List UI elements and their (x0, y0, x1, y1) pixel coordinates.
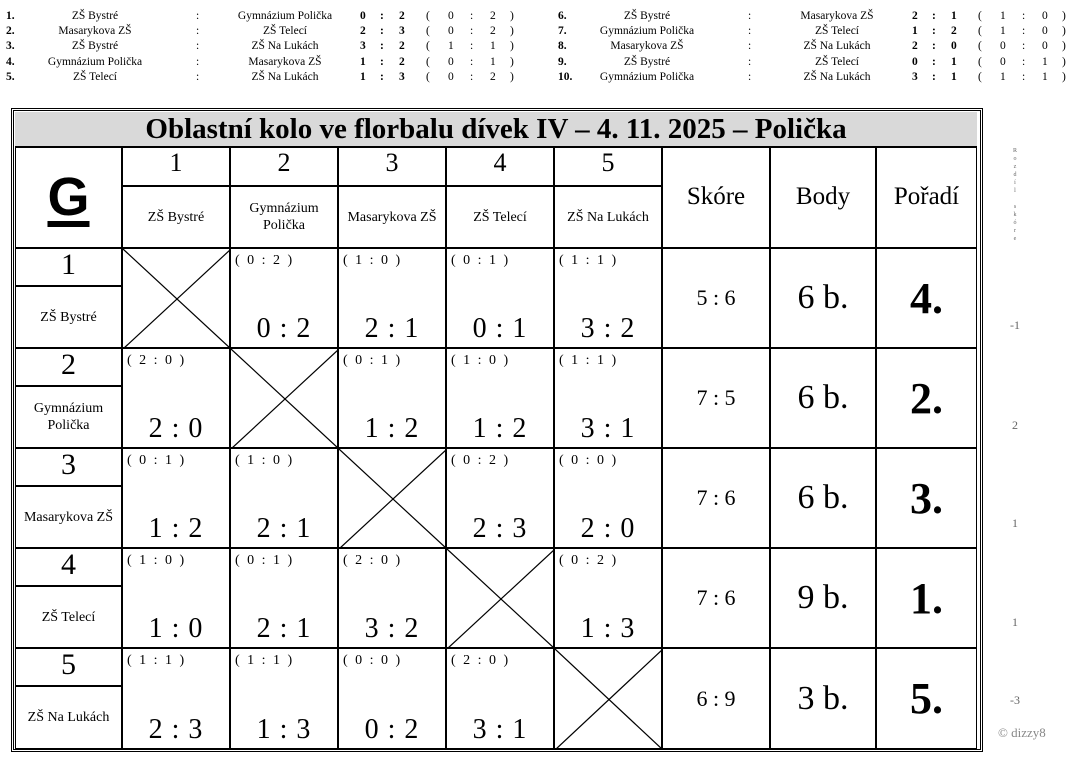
column-team-name: ZŠ Telecí (446, 186, 554, 248)
match-number: 6. (558, 10, 567, 22)
halftime-close-paren: ) (1062, 70, 1066, 83)
final-score: 0 : 1 (472, 313, 528, 344)
diff-header-char: s (1013, 204, 1017, 210)
column-team-name: ZŠ Na Lukách (554, 186, 662, 248)
result-cell (122, 248, 230, 348)
team-points: 6 b. (770, 248, 876, 348)
match-number: 9. (558, 55, 567, 68)
halftime-colon: : (470, 25, 474, 38)
match-separator: : (196, 10, 200, 22)
halftime-score: ( 2 : 0 ) (451, 653, 511, 668)
match-score-home: 0 (360, 10, 366, 22)
empty-cell-cross (447, 549, 555, 649)
row-number: 3 (15, 448, 122, 486)
halftime-score: ( 0 : 1 ) (127, 453, 187, 468)
match-away-team: Masarykova ZŠ (800, 10, 874, 22)
match-separator: : (196, 70, 200, 83)
result-cell (554, 448, 662, 548)
match-row (558, 24, 1080, 39)
team-points: 6 b. (770, 448, 876, 548)
diff-header-char: z (1013, 164, 1017, 170)
halftime-score-away: 1 (490, 40, 496, 53)
match-away-team: ZŠ Na Lukách (803, 70, 871, 83)
halftime-score-away: 0 (1042, 10, 1048, 22)
halftime-open-paren: ( (426, 10, 430, 22)
match-score-home: 2 (360, 25, 366, 38)
row-number: 4 (15, 548, 122, 586)
halftime-score: ( 2 : 0 ) (127, 353, 187, 368)
match-away-team: Gymnázium Polička (237, 10, 333, 22)
match-score-colon: : (380, 10, 384, 22)
halftime-colon: : (1022, 25, 1026, 38)
result-cell (230, 548, 338, 648)
match-score-away: 3 (399, 25, 405, 38)
match-home-team: Gymnázium Polička (599, 25, 695, 38)
match-row (558, 70, 1080, 85)
row-number: 2 (15, 348, 122, 386)
row-number: 5 (15, 648, 122, 686)
team-rank: 5. (876, 648, 977, 749)
match-score-home: 3 (912, 70, 918, 83)
match-number: 8. (558, 40, 567, 53)
diff-header-char: R (1012, 148, 1017, 154)
halftime-close-paren: ) (1062, 55, 1066, 68)
halftime-open-paren: ( (426, 40, 430, 53)
match-separator: : (748, 55, 752, 68)
match-number: 7. (558, 25, 567, 38)
match-separator: : (748, 40, 752, 53)
team-score: 6 : 9 (662, 648, 770, 749)
match-score-away: 1 (951, 10, 957, 22)
match-score-colon: : (380, 40, 384, 53)
match-number: 3. (6, 40, 15, 53)
match-home-team: Masarykova ZŠ (610, 40, 684, 53)
column-team-name: Gymnázium Polička (230, 186, 338, 248)
final-score: 0 : 2 (364, 714, 420, 745)
final-score: 2 : 1 (256, 513, 312, 544)
match-score-colon: : (380, 55, 384, 68)
halftime-score: ( 0 : 1 ) (343, 353, 403, 368)
halftime-score-away: 0 (1042, 25, 1048, 38)
match-separator: : (196, 40, 200, 53)
team-score: 7 : 5 (662, 348, 770, 448)
match-away-team: ZŠ Na Lukách (251, 40, 319, 53)
diff-header-char: o (1013, 156, 1017, 162)
halftime-score: ( 0 : 0 ) (343, 653, 403, 668)
empty-cell-cross (555, 649, 663, 750)
match-row (558, 39, 1080, 54)
halftime-score-home: 1 (448, 40, 454, 53)
row-team-name: ZŠ Telecí (15, 586, 122, 648)
match-away-team: ZŠ Telecí (262, 25, 307, 38)
diff-header-char: d (1013, 172, 1017, 178)
match-separator: : (196, 25, 200, 38)
result-cell (122, 548, 230, 648)
result-cell (446, 548, 554, 648)
score-difference-value: -1 (1010, 318, 1020, 332)
team-rank: 3. (876, 448, 977, 548)
match-home-team: ZŠ Bystré (623, 55, 671, 68)
halftime-score: ( 0 : 2 ) (451, 453, 511, 468)
match-score-home: 0 (912, 55, 918, 68)
final-score: 2 : 0 (580, 513, 636, 544)
match-number: 2. (6, 25, 15, 38)
result-cell (122, 648, 230, 749)
match-score-away: 0 (951, 40, 957, 53)
match-home-team: Masarykova ZŠ (58, 25, 132, 38)
match-row (6, 24, 546, 39)
halftime-open-paren: ( (426, 25, 430, 38)
halftime-colon: : (470, 55, 474, 68)
halftime-score-home: 1 (1000, 70, 1006, 83)
match-number: 5. (6, 70, 15, 83)
final-score: 2 : 1 (364, 313, 420, 344)
halftime-close-paren: ) (510, 70, 514, 83)
match-row (558, 9, 1080, 24)
score-difference-value: 1 (1012, 615, 1018, 629)
halftime-score-home: 0 (448, 55, 454, 68)
match-score-colon: : (380, 25, 384, 38)
match-away-team: ZŠ Na Lukách (803, 40, 871, 53)
result-cell (554, 348, 662, 448)
match-home-team: Gymnázium Polička (599, 70, 695, 83)
halftime-open-paren: ( (978, 70, 982, 83)
final-score: 2 : 3 (472, 513, 528, 544)
column-number: 5 (554, 146, 662, 186)
match-away-team: Masarykova ZŠ (248, 55, 322, 68)
halftime-close-paren: ) (1062, 25, 1066, 38)
page-title: Oblastní kolo ve florbalu dívek IV – 4. 11. 2025 – Polička (15, 112, 977, 148)
points-header: Body (770, 146, 876, 248)
final-score: 1 : 3 (256, 714, 312, 745)
match-home-team: ZŠ Bystré (71, 10, 119, 22)
final-score: 2 : 0 (148, 413, 204, 444)
team-rank: 1. (876, 548, 977, 648)
match-row (558, 55, 1080, 70)
halftime-colon: : (470, 40, 474, 53)
row-team-name: ZŠ Bystré (15, 286, 122, 348)
halftime-score: ( 0 : 2 ) (559, 553, 619, 568)
halftime-score-away: 2 (490, 25, 496, 38)
final-score: 1 : 2 (472, 413, 528, 444)
result-cell (230, 648, 338, 749)
halftime-score-home: 0 (1000, 55, 1006, 68)
match-score-home: 1 (360, 70, 366, 83)
team-points: 3 b. (770, 648, 876, 749)
match-row (6, 39, 546, 54)
final-score: 1 : 2 (364, 413, 420, 444)
halftime-score: ( 1 : 0 ) (127, 553, 187, 568)
halftime-score-home: 1 (1000, 25, 1006, 38)
result-cell (338, 648, 446, 749)
halftime-score: ( 1 : 1 ) (559, 253, 619, 268)
match-score-colon: : (932, 40, 936, 53)
final-score: 0 : 2 (256, 313, 312, 344)
result-cell (338, 548, 446, 648)
halftime-score: ( 1 : 1 ) (559, 353, 619, 368)
team-rank: 2. (876, 348, 977, 448)
team-score: 7 : 6 (662, 548, 770, 648)
match-score-home: 3 (360, 40, 366, 53)
halftime-score-away: 1 (1042, 70, 1048, 83)
halftime-colon: : (1022, 40, 1026, 53)
halftime-score: ( 0 : 2 ) (235, 253, 295, 268)
match-number: 1. (6, 10, 15, 22)
halftime-score-home: 1 (1000, 10, 1006, 22)
result-cell (446, 248, 554, 348)
halftime-close-paren: ) (510, 55, 514, 68)
match-away-team: ZŠ Telecí (814, 25, 859, 38)
halftime-score: ( 1 : 0 ) (343, 253, 403, 268)
result-cell (446, 448, 554, 548)
match-score-colon: : (932, 55, 936, 68)
halftime-score-away: 0 (1042, 40, 1048, 53)
diff-header-char: í (1014, 180, 1016, 186)
halftime-score: ( 1 : 1 ) (127, 653, 187, 668)
match-home-team: ZŠ Telecí (72, 70, 117, 83)
column-number: 2 (230, 146, 338, 186)
match-home-team: ZŠ Bystré (71, 40, 119, 53)
match-score-colon: : (932, 70, 936, 83)
match-score-away: 3 (399, 70, 405, 83)
halftime-open-paren: ( (978, 40, 982, 53)
rank-header: Pořadí (876, 146, 977, 248)
halftime-score-home: 0 (448, 25, 454, 38)
match-score-home: 1 (360, 55, 366, 68)
match-score-away: 2 (399, 10, 405, 22)
diff-header-char (1011, 195, 1019, 203)
team-points: 6 b. (770, 348, 876, 448)
final-score: 2 : 3 (148, 714, 204, 745)
score-difference-value: 2 (1012, 418, 1018, 432)
halftime-open-paren: ( (426, 55, 430, 68)
halftime-score: ( 0 : 1 ) (451, 253, 511, 268)
halftime-score: ( 0 : 1 ) (235, 553, 295, 568)
result-cell (122, 348, 230, 448)
row-number: 1 (15, 248, 122, 286)
column-team-name: Masarykova ZŠ (338, 186, 446, 248)
match-home-team: Gymnázium Polička (47, 55, 143, 68)
halftime-colon: : (470, 10, 474, 22)
column-number: 4 (446, 146, 554, 186)
match-score-home: 2 (912, 10, 918, 22)
halftime-colon: : (1022, 10, 1026, 22)
halftime-score-away: 1 (1042, 55, 1048, 68)
row-team-name: Gymnázium Polička (15, 386, 122, 448)
column-number: 1 (122, 146, 230, 186)
match-score-away: 2 (951, 25, 957, 38)
halftime-open-paren: ( (426, 70, 430, 83)
match-score-away: 1 (951, 70, 957, 83)
halftime-close-paren: ) (510, 10, 514, 22)
halftime-open-paren: ( (978, 10, 982, 22)
halftime-close-paren: ) (1062, 40, 1066, 53)
column-number: 3 (338, 146, 446, 186)
match-score-home: 2 (912, 40, 918, 53)
diff-header-char: r (1014, 228, 1016, 234)
team-rank: 4. (876, 248, 977, 348)
result-cell (554, 648, 662, 749)
empty-cell-cross (339, 449, 447, 549)
final-score: 1 : 2 (148, 513, 204, 544)
halftime-score-away: 1 (490, 55, 496, 68)
halftime-score: ( 2 : 0 ) (343, 553, 403, 568)
match-number: 10. (558, 70, 573, 83)
score-difference-value: -3 (1010, 693, 1020, 707)
halftime-colon: : (470, 70, 474, 83)
diff-header-char: ó (1013, 220, 1017, 226)
match-away-team: ZŠ Telecí (814, 55, 859, 68)
diff-header-char: e (1013, 236, 1017, 242)
result-cell (122, 448, 230, 548)
halftime-score: ( 0 : 0 ) (559, 453, 619, 468)
halftime-close-paren: ) (510, 40, 514, 53)
row-team-name: Masarykova ZŠ (15, 486, 122, 548)
match-row (6, 9, 546, 24)
final-score: 1 : 3 (580, 613, 636, 644)
score-difference-value: 1 (1012, 516, 1018, 530)
result-cell (230, 448, 338, 548)
team-score: 5 : 6 (662, 248, 770, 348)
halftime-score-away: 2 (490, 70, 496, 83)
match-score-colon: : (932, 25, 936, 38)
empty-cell-cross (123, 249, 231, 349)
halftime-score-home: 0 (448, 70, 454, 83)
diff-header-char: l (1014, 188, 1016, 194)
halftime-score: ( 1 : 0 ) (235, 453, 295, 468)
match-score-home: 1 (912, 25, 918, 38)
halftime-colon: : (1022, 55, 1026, 68)
column-team-name: ZŠ Bystré (122, 186, 230, 248)
copyright: © dizzy8 (998, 725, 1046, 740)
match-separator: : (196, 55, 200, 68)
halftime-close-paren: ) (510, 25, 514, 38)
result-cell (446, 348, 554, 448)
halftime-score-away: 2 (490, 10, 496, 22)
final-score: 3 : 1 (580, 413, 636, 444)
result-cell (554, 548, 662, 648)
final-score: 2 : 1 (256, 613, 312, 644)
match-row (6, 70, 546, 85)
halftime-score: ( 1 : 0 ) (451, 353, 511, 368)
score-header: Skóre (662, 146, 770, 248)
empty-cell-cross (231, 349, 339, 449)
group-logo-cell (15, 146, 122, 248)
match-away-team: ZŠ Na Lukách (251, 70, 319, 83)
score-difference-header (1011, 147, 1019, 243)
halftime-score: ( 1 : 1 ) (235, 653, 295, 668)
final-score: 3 : 2 (580, 313, 636, 344)
match-row (6, 55, 546, 70)
halftime-open-paren: ( (978, 55, 982, 68)
match-separator: : (748, 70, 752, 83)
diff-header-char: k (1013, 212, 1017, 218)
match-score-colon: : (932, 10, 936, 22)
result-cell (338, 248, 446, 348)
final-score: 3 : 1 (472, 714, 528, 745)
team-points: 9 b. (770, 548, 876, 648)
match-number: 4. (6, 55, 15, 68)
match-score-colon: : (380, 70, 384, 83)
result-cell (230, 348, 338, 448)
halftime-score-home: 0 (448, 10, 454, 22)
final-score: 1 : 0 (148, 613, 204, 644)
halftime-score-home: 0 (1000, 40, 1006, 53)
match-score-away: 2 (399, 40, 405, 53)
result-cell (446, 648, 554, 749)
match-home-team: ZŠ Bystré (623, 10, 671, 22)
team-score: 7 : 6 (662, 448, 770, 548)
row-team-name: ZŠ Na Lukách (15, 686, 122, 749)
result-cell (554, 248, 662, 348)
halftime-close-paren: ) (1062, 10, 1066, 22)
match-score-away: 2 (399, 55, 405, 68)
halftime-open-paren: ( (978, 25, 982, 38)
result-cell (230, 248, 338, 348)
match-separator: : (748, 25, 752, 38)
final-score: 3 : 2 (364, 613, 420, 644)
group-letter: G (47, 167, 90, 227)
result-cell (338, 348, 446, 448)
halftime-colon: : (1022, 70, 1026, 83)
result-cell (338, 448, 446, 548)
match-separator: : (748, 10, 752, 22)
match-score-away: 1 (951, 55, 957, 68)
